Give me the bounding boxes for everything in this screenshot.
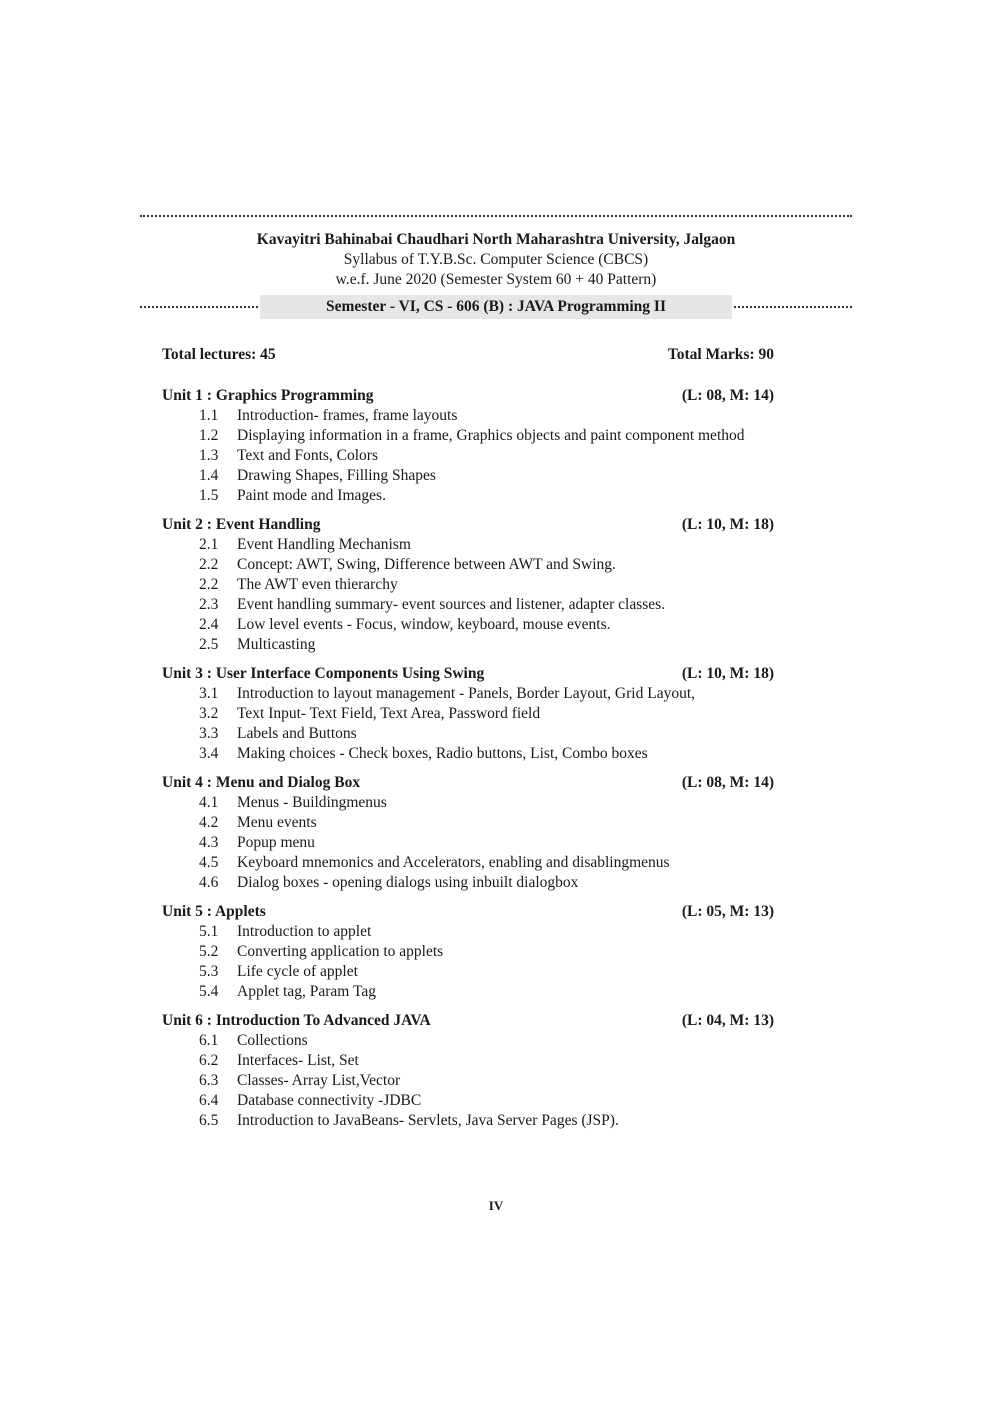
topic-text: Dialog boxes - opening dialogs using inbuilt dialogbox [237, 874, 579, 891]
topic-text: Drawing Shapes, Filling Shapes [237, 467, 436, 484]
topic-number: 6.1 [199, 1032, 219, 1049]
wef-line: w.e.f. June 2020 (Semester System 60 + 40 Pattern) [335, 271, 657, 288]
topic-item [162, 426, 792, 446]
topic-text: Displaying information in a frame, Graphics objects and paint component method [237, 427, 745, 444]
topic-number: 2.5 [199, 636, 219, 653]
topic-item [162, 406, 792, 426]
right-dotted-rule [734, 306, 852, 308]
topic-text: Introduction to applet [237, 923, 372, 940]
topic-item [162, 1091, 792, 1111]
topic-text: Labels and Buttons [237, 725, 357, 742]
unit-section [162, 1011, 792, 1131]
topic-text: Database connectivity -JDBC [237, 1092, 422, 1109]
topic-number: 2.2 [199, 556, 219, 573]
total-lectures: Total lectures: 45 [162, 346, 276, 363]
topic-text: Low level events - Focus, window, keyboard, mouse events. [237, 616, 611, 633]
topic-text: Concept: AWT, Swing, Difference between AWT and Swing. [237, 556, 616, 573]
topic-text: Menus - Buildingmenus [237, 794, 387, 811]
unit-title: Unit 2 : Event Handling [162, 516, 321, 533]
unit-title: Unit 5 : Applets [162, 903, 266, 920]
topic-number: 5.4 [199, 983, 219, 1000]
topic-number: 1.1 [199, 407, 219, 424]
topic-text: Collections [237, 1032, 308, 1049]
semester-title-bar: Semester - VI, CS - 606 (B) : JAVA Programming II [260, 295, 732, 319]
unit-title: Unit 1 : Graphics Programming [162, 387, 374, 404]
topic-number: 2.3 [199, 596, 219, 613]
unit-heading [162, 515, 774, 535]
topic-item [162, 1111, 792, 1131]
unit-section [162, 902, 792, 1002]
topic-text: Applet tag, Param Tag [237, 983, 376, 1000]
left-dotted-rule [140, 306, 258, 308]
page-number: IV [488, 1198, 504, 1213]
topic-item [162, 853, 792, 873]
topic-text: Introduction to layout management - Panels, Border Layout, Grid Layout, [237, 685, 695, 702]
topic-text: Paint mode and Images. [237, 487, 386, 504]
topic-text: Interfaces- List, Set [237, 1052, 359, 1069]
unit-lectures-marks: (L: 08, M: 14) [681, 774, 774, 791]
topic-number: 4.1 [199, 794, 219, 811]
unit-heading [162, 1011, 774, 1031]
syllabus-line: Syllabus of T.Y.B.Sc. Computer Science (CBCS) [343, 251, 649, 268]
topic-text: The AWT even thierarchy [237, 576, 398, 593]
unit-section [162, 515, 792, 655]
topic-item [162, 555, 792, 575]
topic-number: 6.3 [199, 1072, 219, 1089]
topic-number: 4.5 [199, 854, 219, 871]
topic-item [162, 962, 792, 982]
topic-number: 3.4 [199, 745, 219, 762]
topic-item [162, 1051, 792, 1071]
topic-item [162, 1031, 792, 1051]
topic-item [162, 575, 792, 595]
topic-item [162, 873, 792, 893]
unit-section [162, 773, 792, 893]
topic-text: Introduction- frames, frame layouts [237, 407, 458, 424]
topic-item [162, 486, 792, 506]
topic-text: Text and Fonts, Colors [237, 447, 378, 464]
unit-heading [162, 386, 774, 406]
topic-text: Introduction to JavaBeans- Servlets, Java Server Pages (JSP). [237, 1112, 619, 1129]
topic-text: Multicasting [237, 636, 316, 653]
topic-number: 5.1 [199, 923, 219, 940]
topic-text: Making choices - Check boxes, Radio buttons, List, Combo boxes [237, 745, 648, 762]
topic-number: 2.2 [199, 576, 219, 593]
topic-item [162, 833, 792, 853]
topic-item [162, 793, 792, 813]
topic-text: Popup menu [237, 834, 315, 851]
topic-number: 1.4 [199, 467, 219, 484]
topic-item [162, 615, 792, 635]
topic-item [162, 1071, 792, 1091]
total-marks: Total Marks: 90 [667, 346, 774, 363]
topic-item [162, 704, 792, 724]
topic-number: 1.5 [199, 487, 219, 504]
unit-section [162, 386, 792, 506]
topic-item [162, 942, 792, 962]
unit-heading [162, 902, 774, 922]
unit-title: Unit 4 : Menu and Dialog Box [162, 774, 361, 791]
topic-number: 5.2 [199, 943, 219, 960]
topic-number: 6.4 [199, 1092, 219, 1109]
unit-lectures-marks: (L: 04, M: 13) [681, 1012, 774, 1029]
topic-text: Life cycle of applet [237, 963, 358, 980]
unit-lectures-marks: (L: 05, M: 13) [681, 903, 774, 920]
topic-text: Event Handling Mechanism [237, 536, 411, 553]
topic-number: 4.3 [199, 834, 219, 851]
topic-number: 3.1 [199, 685, 219, 702]
unit-title: Unit 3 : User Interface Components Using Swing [162, 665, 485, 682]
top-dotted-rule [140, 215, 852, 217]
topic-number: 3.3 [199, 725, 219, 742]
unit-lectures-marks: (L: 08, M: 14) [681, 387, 774, 404]
topic-number: 6.2 [199, 1052, 219, 1069]
unit-lectures-marks: (L: 10, M: 18) [681, 516, 774, 533]
topic-number: 2.1 [199, 536, 219, 553]
topic-number: 4.2 [199, 814, 219, 831]
syllabus-units [162, 386, 792, 1140]
topic-item [162, 744, 792, 764]
topic-number: 3.2 [199, 705, 219, 722]
topic-item [162, 724, 792, 744]
university-name: Kavayitri Bahinabai Chaudhari North Maharashtra University, Jalgaon [256, 231, 736, 248]
topic-number: 1.2 [199, 427, 219, 444]
topic-item [162, 595, 792, 615]
topic-item [162, 684, 792, 704]
topic-text: Menu events [237, 814, 317, 831]
topic-number: 4.6 [199, 874, 219, 891]
topic-item [162, 446, 792, 466]
topic-item [162, 535, 792, 555]
topic-item [162, 982, 792, 1002]
topic-item [162, 635, 792, 655]
unit-lectures-marks: (L: 10, M: 18) [681, 665, 774, 682]
topic-text: Converting application to applets [237, 943, 444, 960]
topic-item [162, 922, 792, 942]
unit-heading [162, 773, 774, 793]
topic-number: 1.3 [199, 447, 219, 464]
unit-section [162, 664, 792, 764]
topic-text: Text Input- Text Field, Text Area, Password field [237, 705, 541, 722]
topic-number: 6.5 [199, 1112, 219, 1129]
topic-number: 5.3 [199, 963, 219, 980]
topic-item [162, 813, 792, 833]
unit-title: Unit 6 : Introduction To Advanced JAVA [162, 1012, 431, 1029]
unit-heading [162, 664, 774, 684]
topic-number: 2.4 [199, 616, 219, 633]
topic-item [162, 466, 792, 486]
topic-text: Event handling summary- event sources and listener, adapter classes. [237, 596, 666, 613]
totals-row [162, 346, 774, 364]
topic-text: Keyboard mnemonics and Accelerators, enabling and disablingmenus [237, 854, 670, 871]
document-header [140, 230, 852, 290]
topic-text: Classes- Array List,Vector [237, 1072, 401, 1089]
